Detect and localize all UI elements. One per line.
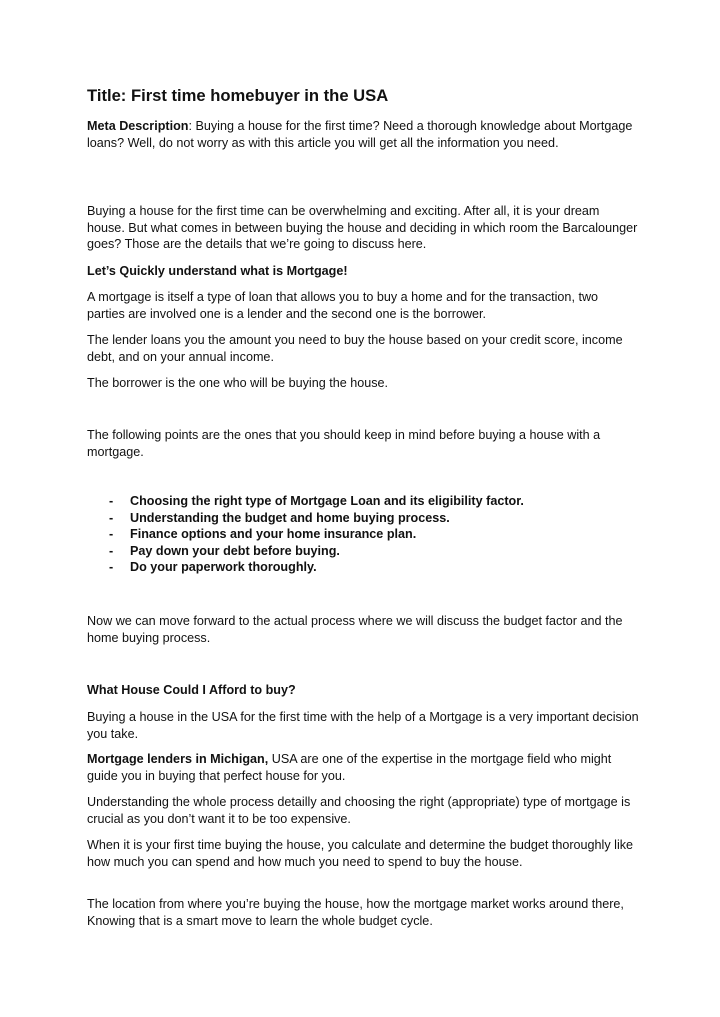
mortgage-paragraph-3: The borrower is the one who will be buying the house. xyxy=(87,376,389,390)
afford-paragraph-4: When it is your first time buying the house, you calculate and determine the budget thoroughly like how much you can spend and how much you need to spend to buy the house. xyxy=(87,838,634,869)
mortgage-paragraph-1: A mortgage is itself a type of loan that allows you to buy a home and for the transaction, two parties are involved one is a lender and the second one is the borrower. xyxy=(87,290,599,321)
bullet-dash: - xyxy=(109,560,114,575)
intro-paragraph: Buying a house for the first time can be overwhelming and exciting. After all, it is your dream house. But what comes in between buying the house and deciding in which room the Barcalounger goes? Those are the details that we’re going to discuss here. xyxy=(87,204,638,252)
bullet-dash: - xyxy=(109,510,114,525)
points-list xyxy=(87,493,639,576)
afford-paragraph-1: Buying a house in the USA for the first time with the help of a Mortgage is a very important decision you take. xyxy=(87,710,639,741)
list-item: - Pay down your debt before buying. xyxy=(109,543,340,558)
meta-description xyxy=(87,118,639,151)
meta-text: : Buying a house for the first time? Need a thorough knowledge about Mortgage loans? Well, do not worry as with this article you will get all the information you need. xyxy=(87,119,633,150)
list-item: - Do your paperwork thoroughly. xyxy=(109,560,317,575)
mortgage-paragraph-2: The lender loans you the amount you need to buy the house based on your credit score, income debt, and on your annual income. xyxy=(87,333,623,364)
list-item: - Understanding the budget and home buying process. xyxy=(109,510,450,525)
transition-paragraph: Now we can move forward to the actual process where we will discuss the budget factor and the home buying process. xyxy=(87,614,623,645)
afford-paragraph-5: The location from where you’re buying the house, how the mortgage market works around there, Knowing that is a smart move to learn the whole budget cycle. xyxy=(87,897,624,928)
afford-paragraph-2: Mortgage lenders in Michigan, USA are one of the expertise in the mortgage field who might guide you in buying that perfect house for you. xyxy=(87,752,612,783)
points-intro-paragraph: The following points are the ones that you should keep in mind before buying a house with a mortgage. xyxy=(87,428,601,459)
document-title: Title: First time homebuyer in the USA xyxy=(87,86,389,105)
bullet-dash: - xyxy=(109,543,114,558)
bullet-dash: - xyxy=(109,527,114,542)
afford-paragraph-3: Understanding the whole process detailly and choosing the right (appropriate) type of mortgage is crucial as you don’t want it to be too expensive. xyxy=(87,795,631,826)
list-item: - Choosing the right type of Mortgage Loan and its eligibility factor. xyxy=(109,494,524,508)
section-heading-mortgage: Let’s Quickly understand what is Mortgage! xyxy=(87,264,348,278)
section-heading-afford: What House Could I Afford to buy? xyxy=(87,683,296,697)
bullet-dash: - xyxy=(109,494,114,508)
michigan-lenders-link: Mortgage lenders in Michigan, xyxy=(87,752,269,766)
list-item: - Finance options and your home insurance plan. xyxy=(109,527,417,542)
meta-label: Meta Description xyxy=(87,119,189,133)
